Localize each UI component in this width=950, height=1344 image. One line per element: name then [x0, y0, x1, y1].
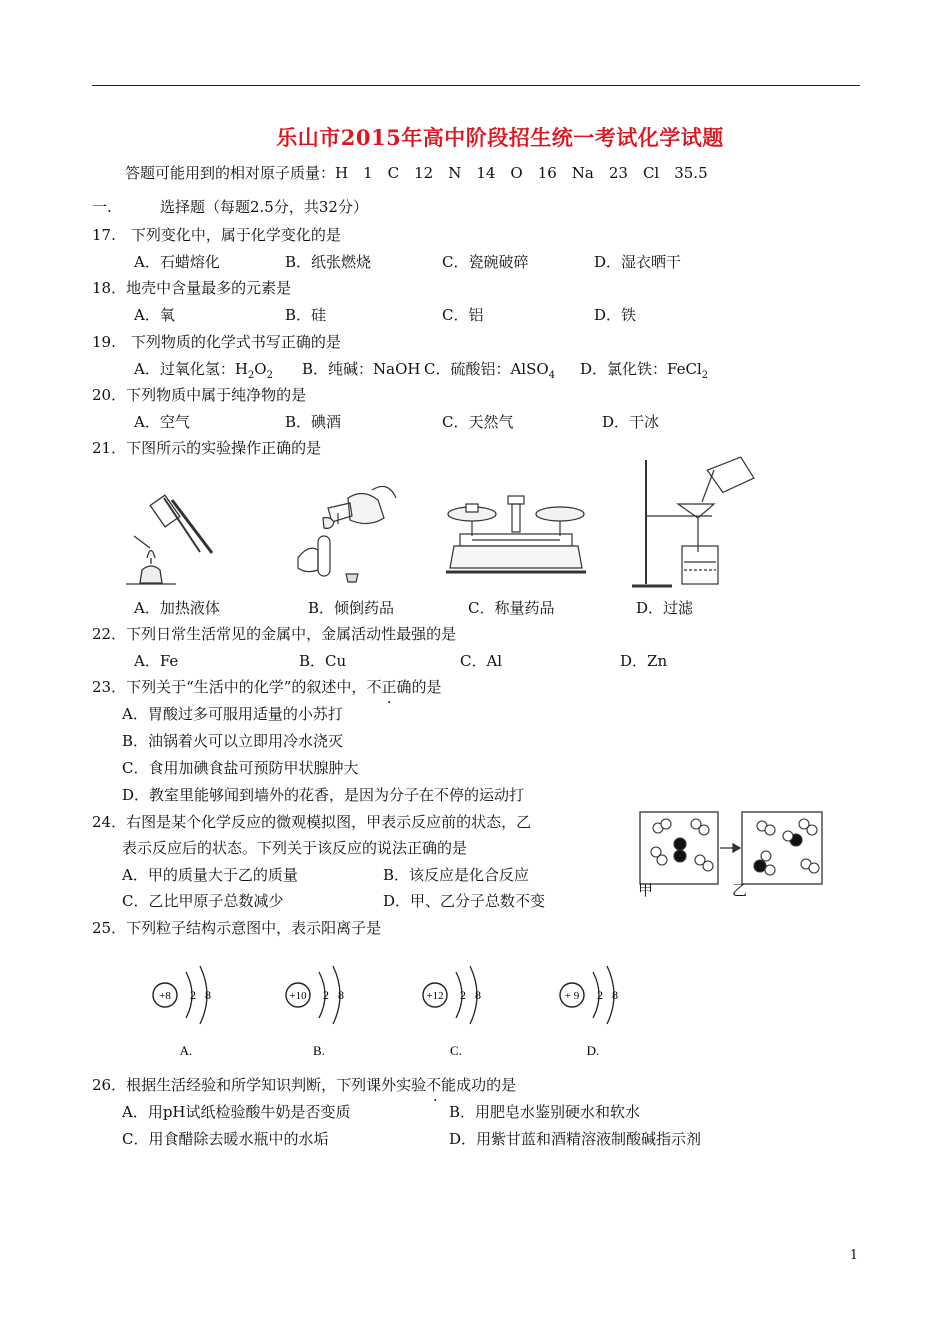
q19-option-b: B．纯碱：NaOH — [302, 360, 421, 378]
q23-option-a: A．胃酸过多可服用适量的小苏打 — [122, 705, 343, 723]
q22-option-a: A．Fe — [134, 652, 179, 670]
nucleus-charge: + 9 — [564, 990, 580, 1002]
q24-option-c: C．乙比甲原子总数减少 — [122, 892, 284, 910]
q23-option-d: D．教室里能够闻到墙外的花香，是因为分子在不停的运动打 — [122, 786, 525, 804]
q23-stem: 23．下列关于“生活中的化学”的叙述中，不正确的是 — [92, 678, 442, 696]
q21-option-a: A．加热液体 — [134, 599, 220, 617]
q20-option-d: D．干冰 — [602, 413, 660, 431]
label-jia: 甲 — [638, 881, 654, 899]
filtration-figure — [628, 456, 758, 594]
q25-stem: 25．下列粒子结构示意图中，表示阳离子是 — [92, 919, 382, 937]
q26-option-d: D．用紫甘蓝和酒精溶液制酸碱指示剂 — [449, 1130, 702, 1148]
option-label: B. — [313, 1043, 325, 1058]
shell-1-electrons: 2 — [460, 988, 466, 1002]
q20-option-c: C．天然气 — [442, 413, 514, 431]
shell-1-electrons: 2 — [597, 988, 603, 1002]
q19-option-d: D．氯化铁：FeCl$_2$ — [580, 360, 709, 381]
q19-option-a: A．过氧化氢：$H_2O_2$ — [134, 360, 273, 381]
label-yi: 乙 — [732, 881, 748, 899]
heating-liquid-figure — [112, 488, 222, 593]
atom-structure-diagram — [420, 958, 510, 1068]
q26-option-c: C．用食醋除去暖水瓶中的水垢 — [122, 1130, 329, 1148]
page-title: 乐山市2015年高中阶段招生统一考试化学试题 — [276, 125, 724, 150]
nucleus-charge: +8 — [159, 990, 171, 1002]
q18-stem: 18．地壳中含量最多的元素是 — [92, 279, 292, 297]
q17-option-d: D．湿衣晒干 — [594, 253, 682, 271]
reaction-model-figure — [636, 808, 831, 886]
shell-1-electrons: 2 — [323, 988, 329, 1002]
q26-option-a: A．用pH试纸检验酸牛奶是否变质 — [122, 1103, 351, 1121]
q24-stem-line1: 24．右图是某个化学反应的微观模拟图，甲表示反应前的状态，乙 — [92, 813, 532, 831]
q21-option-d: D．过滤 — [636, 599, 694, 617]
q18-option-b: B．硅 — [285, 306, 327, 324]
q18-option-c: C．铝 — [442, 306, 484, 324]
atom-structure-diagram — [557, 958, 647, 1068]
q21-stem: 21．下图所示的实验操作正确的是 — [92, 439, 322, 457]
q20-option-b: B．碘酒 — [285, 413, 342, 431]
atom-structure-diagram — [150, 958, 240, 1068]
option-label: D. — [586, 1043, 600, 1058]
q26-stem: 26．根据生活经验和所学知识判断，下列课外实验不能成功的是 — [92, 1076, 517, 1094]
q21-option-b: B．倾倒药品 — [308, 599, 395, 617]
emphasis-text: 不 — [426, 1076, 442, 1094]
q17-stem: 17. 下列变化中，属于化学变化的是 — [92, 226, 341, 244]
q19-stem: 19. 下列物质的化学式书写正确的是 — [92, 333, 341, 351]
section-heading: 选择题（每题2.5分，共32分） — [160, 198, 368, 216]
q17-option-b: B．纸张燃烧 — [285, 253, 372, 271]
nucleus-charge: +12 — [426, 990, 444, 1002]
section-number: 一. — [92, 198, 112, 216]
q24-stem-line2: 表示反应后的状态。下列关于该反应的说法正确的是 — [122, 839, 468, 857]
q26-option-b: B．用肥皂水鉴别硬水和软水 — [449, 1103, 641, 1121]
shell-2-electrons: 8 — [338, 988, 344, 1002]
balance-figure — [442, 490, 592, 590]
q17-option-a: A．石蜡熔化 — [134, 253, 220, 271]
q22-option-c: C．Al — [460, 652, 503, 670]
q24-option-a: A．甲的质量大于乙的质量 — [122, 866, 298, 884]
atom-structure-diagram — [283, 958, 373, 1068]
q17-option-c: C．瓷碗破碎 — [442, 253, 529, 271]
q19-option-c: C．硫酸铝：AlSO$_4$ — [424, 360, 556, 381]
q18-option-d: D．铁 — [594, 306, 637, 324]
q23-option-c: C．食用加碘食盐可预防甲状腺肿大 — [122, 759, 359, 777]
atomic-masses: 答题可能用到的相对原子质量：H 1 C 12 N 14 O 16 Na 23 Cl 35.5 — [125, 164, 708, 182]
q21-option-c: C．称量药品 — [468, 599, 555, 617]
q20-stem: 20．下列物质中属于纯净物的是 — [92, 386, 307, 404]
q22-option-d: D．Zn — [620, 652, 668, 670]
emphasis-text: 不正确 — [366, 678, 412, 696]
header-rule — [92, 85, 860, 86]
q18-option-a: A．氧 — [134, 306, 175, 324]
shell-2-electrons: 8 — [205, 988, 211, 1002]
option-label: A. — [179, 1043, 193, 1058]
shell-2-electrons: 8 — [475, 988, 481, 1002]
shell-1-electrons: 2 — [190, 988, 196, 1002]
q24-option-d: D．甲、乙分子总数不变 — [383, 892, 546, 910]
page-number: 1 — [849, 1248, 858, 1263]
q20-option-a: A．空气 — [134, 413, 190, 431]
nucleus-charge: +10 — [289, 990, 307, 1002]
q23-option-b: B．油锅着火可以立即用冷水浇灭 — [122, 732, 344, 750]
option-label: C. — [450, 1043, 462, 1058]
q22-stem: 22．下列日常生活常见的金属中，金属活动性最强的是 — [92, 625, 457, 643]
q22-option-b: B．Cu — [299, 652, 347, 670]
pouring-figure — [288, 478, 398, 593]
shell-2-electrons: 8 — [612, 988, 618, 1002]
q24-option-b: B．该反应是化合反应 — [383, 866, 530, 884]
